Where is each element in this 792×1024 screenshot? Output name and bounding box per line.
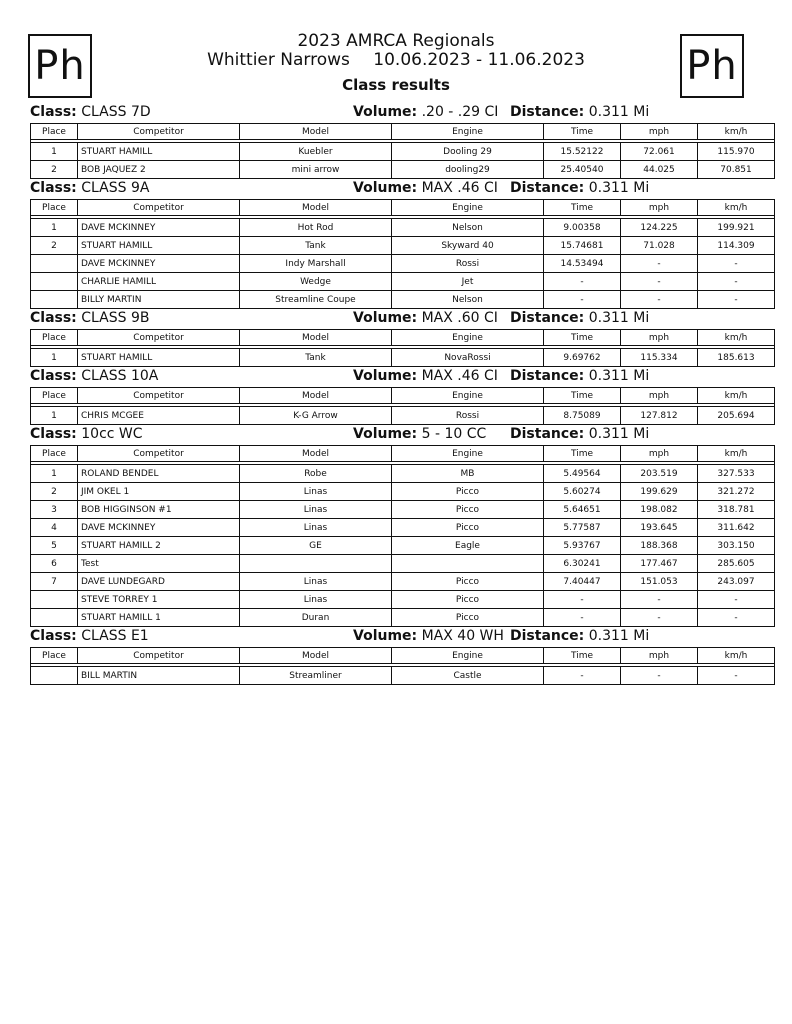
column-header-place: Place bbox=[31, 200, 78, 216]
table-row bbox=[31, 255, 775, 273]
cell-model: mini arrow bbox=[240, 161, 392, 179]
cell-mph: 188.368 bbox=[621, 537, 698, 555]
cell-kmh: 114.309 bbox=[698, 237, 775, 255]
volume-value: 5 - 10 CC bbox=[421, 426, 487, 442]
cell-mph: 199.629 bbox=[621, 483, 698, 501]
cell-mph: - bbox=[621, 291, 698, 309]
cell-competitor: ROLAND BENDEL bbox=[78, 465, 240, 483]
class-label: Class: bbox=[30, 368, 77, 384]
column-header-model: Model bbox=[240, 124, 392, 140]
class-name-field bbox=[30, 628, 149, 644]
cell-place: 1 bbox=[31, 143, 78, 161]
class-header bbox=[28, 627, 748, 647]
column-header-engine: Engine bbox=[392, 388, 544, 404]
distance-label: Distance: bbox=[510, 310, 585, 326]
column-header-time: Time bbox=[544, 388, 621, 404]
class-label: Class: bbox=[30, 426, 77, 442]
cell-model: Streamliner bbox=[240, 667, 392, 685]
class-name-field bbox=[30, 426, 143, 442]
cell-engine: Rossi bbox=[392, 255, 544, 273]
column-header-competitor: Competitor bbox=[78, 124, 240, 140]
cell-engine: Skyward 40 bbox=[392, 237, 544, 255]
cell-mph: 127.812 bbox=[621, 407, 698, 425]
cell-place: 6 bbox=[31, 555, 78, 573]
cell-engine: Picco bbox=[392, 519, 544, 537]
cell-mph: 193.645 bbox=[621, 519, 698, 537]
cell-time: 15.74681 bbox=[544, 237, 621, 255]
cell-competitor: BILLY MARTIN bbox=[78, 291, 240, 309]
column-header-time: Time bbox=[544, 124, 621, 140]
cell-mph: 177.467 bbox=[621, 555, 698, 573]
cell-engine: NovaRossi bbox=[392, 349, 544, 367]
column-header-mph: mph bbox=[621, 648, 698, 664]
column-header-place: Place bbox=[31, 446, 78, 462]
cell-competitor: CHRIS MCGEE bbox=[78, 407, 240, 425]
results-table bbox=[30, 387, 775, 425]
column-header-competitor: Competitor bbox=[78, 330, 240, 346]
table-row bbox=[31, 483, 775, 501]
cell-mph: 203.519 bbox=[621, 465, 698, 483]
cell-mph: 71.028 bbox=[621, 237, 698, 255]
cell-model: Tank bbox=[240, 349, 392, 367]
results-table bbox=[30, 647, 775, 685]
cell-model: Kuebler bbox=[240, 143, 392, 161]
cell-mph: - bbox=[621, 255, 698, 273]
cell-time: 6.30241 bbox=[544, 555, 621, 573]
cell-model: Linas bbox=[240, 483, 392, 501]
volume-label: Volume: bbox=[353, 310, 418, 326]
cell-model: Hot Rod bbox=[240, 219, 392, 237]
table-row bbox=[31, 291, 775, 309]
volume-label: Volume: bbox=[353, 104, 418, 120]
cell-place bbox=[31, 273, 78, 291]
cell-place bbox=[31, 609, 78, 627]
cell-mph: 198.082 bbox=[621, 501, 698, 519]
cell-model: GE bbox=[240, 537, 392, 555]
distance-value: 0.311 Mi bbox=[588, 368, 650, 384]
table-row bbox=[31, 591, 775, 609]
logo-right: Ph bbox=[680, 34, 744, 98]
volume-value: MAX .46 CI bbox=[421, 180, 498, 196]
table-row bbox=[31, 349, 775, 367]
table-row bbox=[31, 555, 775, 573]
cell-engine: Castle bbox=[392, 667, 544, 685]
table-row bbox=[31, 501, 775, 519]
volume-value: MAX .60 CI bbox=[421, 310, 498, 326]
cell-mph: 151.053 bbox=[621, 573, 698, 591]
column-header-mph: mph bbox=[621, 388, 698, 404]
cell-kmh: 311.642 bbox=[698, 519, 775, 537]
cell-engine: Nelson bbox=[392, 291, 544, 309]
table-row bbox=[31, 219, 775, 237]
cell-kmh: 321.272 bbox=[698, 483, 775, 501]
class-results bbox=[28, 103, 755, 685]
column-header-engine: Engine bbox=[392, 200, 544, 216]
column-header-kmh: km/h bbox=[698, 200, 775, 216]
cell-kmh: 70.851 bbox=[698, 161, 775, 179]
event-title: 2023 AMRCA Regionals bbox=[297, 31, 495, 51]
cell-time: 5.77587 bbox=[544, 519, 621, 537]
cell-time: 7.40447 bbox=[544, 573, 621, 591]
distance-value: 0.311 Mi bbox=[588, 426, 650, 442]
volume-label: Volume: bbox=[353, 426, 418, 442]
class-section bbox=[28, 309, 755, 367]
table-header-row bbox=[31, 446, 775, 462]
cell-competitor: STUART HAMILL bbox=[78, 237, 240, 255]
cell-model: Linas bbox=[240, 501, 392, 519]
cell-engine: Picco bbox=[392, 483, 544, 501]
cell-kmh: 205.694 bbox=[698, 407, 775, 425]
column-header-kmh: km/h bbox=[698, 648, 775, 664]
distance-label: Distance: bbox=[510, 104, 585, 120]
volume-field bbox=[353, 104, 498, 120]
cell-engine bbox=[392, 555, 544, 573]
cell-time: 5.60274 bbox=[544, 483, 621, 501]
cell-model bbox=[240, 555, 392, 573]
cell-kmh: 285.605 bbox=[698, 555, 775, 573]
volume-field bbox=[353, 426, 486, 442]
distance-label: Distance: bbox=[510, 180, 585, 196]
cell-engine: Picco bbox=[392, 501, 544, 519]
cell-model: Linas bbox=[240, 591, 392, 609]
cell-model: Linas bbox=[240, 519, 392, 537]
cell-mph: - bbox=[621, 609, 698, 627]
class-header bbox=[28, 179, 748, 199]
table-row bbox=[31, 667, 775, 685]
cell-model: K-G Arrow bbox=[240, 407, 392, 425]
cell-competitor: STUART HAMILL 2 bbox=[78, 537, 240, 555]
cell-model: Wedge bbox=[240, 273, 392, 291]
results-table bbox=[30, 329, 775, 367]
cell-time: 9.69762 bbox=[544, 349, 621, 367]
cell-kmh: 185.613 bbox=[698, 349, 775, 367]
column-header-time: Time bbox=[544, 330, 621, 346]
cell-competitor: BOB HIGGINSON #1 bbox=[78, 501, 240, 519]
cell-competitor: STEVE TORREY 1 bbox=[78, 591, 240, 609]
cell-mph: 124.225 bbox=[621, 219, 698, 237]
cell-competitor: DAVE MCKINNEY bbox=[78, 219, 240, 237]
distance-label: Distance: bbox=[510, 368, 585, 384]
cell-competitor: STUART HAMILL 1 bbox=[78, 609, 240, 627]
cell-kmh: - bbox=[698, 273, 775, 291]
cell-place: 7 bbox=[31, 573, 78, 591]
document-title: Class results bbox=[342, 76, 450, 94]
volume-field bbox=[353, 628, 504, 644]
column-header-time: Time bbox=[544, 200, 621, 216]
class-section bbox=[28, 103, 755, 179]
class-label: Class: bbox=[30, 180, 77, 196]
cell-place bbox=[31, 291, 78, 309]
cell-time: 8.75089 bbox=[544, 407, 621, 425]
cell-mph: 115.334 bbox=[621, 349, 698, 367]
distance-value: 0.311 Mi bbox=[588, 104, 650, 120]
cell-model: Tank bbox=[240, 237, 392, 255]
cell-time: - bbox=[544, 667, 621, 685]
cell-kmh: - bbox=[698, 291, 775, 309]
column-header-engine: Engine bbox=[392, 330, 544, 346]
column-header-engine: Engine bbox=[392, 446, 544, 462]
event-subtitle bbox=[0, 50, 792, 70]
table-row bbox=[31, 465, 775, 483]
cell-place: 1 bbox=[31, 465, 78, 483]
class-section bbox=[28, 179, 755, 309]
table-row bbox=[31, 519, 775, 537]
cell-time: 15.52122 bbox=[544, 143, 621, 161]
cell-competitor: Test bbox=[78, 555, 240, 573]
table-row bbox=[31, 407, 775, 425]
cell-engine: dooling29 bbox=[392, 161, 544, 179]
results-table bbox=[30, 123, 775, 179]
distance-field bbox=[510, 180, 649, 196]
distance-value: 0.311 Mi bbox=[588, 310, 650, 326]
cell-model: Robe bbox=[240, 465, 392, 483]
class-section bbox=[28, 627, 748, 685]
cell-engine: Nelson bbox=[392, 219, 544, 237]
column-header-kmh: km/h bbox=[698, 388, 775, 404]
class-section bbox=[28, 367, 755, 425]
cell-competitor: BOB JAQUEZ 2 bbox=[78, 161, 240, 179]
table-row bbox=[31, 573, 775, 591]
distance-field bbox=[510, 628, 649, 644]
cell-kmh: 327.533 bbox=[698, 465, 775, 483]
class-name: CLASS E1 bbox=[81, 628, 149, 644]
volume-value: .20 - .29 CI bbox=[421, 104, 499, 120]
cell-competitor: STUART HAMILL bbox=[78, 143, 240, 161]
cell-time: 14.53494 bbox=[544, 255, 621, 273]
volume-value: MAX 40 WH bbox=[421, 628, 504, 644]
cell-kmh: 199.921 bbox=[698, 219, 775, 237]
class-label: Class: bbox=[30, 310, 77, 326]
distance-field bbox=[510, 310, 649, 326]
volume-label: Volume: bbox=[353, 180, 418, 196]
cell-place: 5 bbox=[31, 537, 78, 555]
cell-competitor: DAVE MCKINNEY bbox=[78, 519, 240, 537]
event-dates: 10.06.2023 - 11.06.2023 bbox=[373, 50, 585, 70]
cell-engine: Eagle bbox=[392, 537, 544, 555]
distance-field bbox=[510, 104, 649, 120]
column-header-model: Model bbox=[240, 648, 392, 664]
class-name-field bbox=[30, 310, 149, 326]
cell-kmh: 115.970 bbox=[698, 143, 775, 161]
cell-mph: 72.061 bbox=[621, 143, 698, 161]
cell-kmh: - bbox=[698, 255, 775, 273]
class-header bbox=[28, 425, 748, 445]
class-name: CLASS 10A bbox=[81, 368, 159, 384]
column-header-mph: mph bbox=[621, 446, 698, 462]
cell-competitor: BILL MARTIN bbox=[78, 667, 240, 685]
results-table bbox=[30, 199, 775, 309]
volume-field bbox=[353, 310, 498, 326]
cell-place: 2 bbox=[31, 161, 78, 179]
cell-kmh: - bbox=[698, 609, 775, 627]
volume-field bbox=[353, 180, 498, 196]
cell-place bbox=[31, 591, 78, 609]
column-header-kmh: km/h bbox=[698, 330, 775, 346]
cell-engine: MB bbox=[392, 465, 544, 483]
cell-time: - bbox=[544, 273, 621, 291]
cell-place: 1 bbox=[31, 349, 78, 367]
distance-field bbox=[510, 368, 649, 384]
cell-place: 4 bbox=[31, 519, 78, 537]
column-header-model: Model bbox=[240, 388, 392, 404]
column-header-time: Time bbox=[544, 446, 621, 462]
cell-time: - bbox=[544, 591, 621, 609]
column-header-kmh: km/h bbox=[698, 446, 775, 462]
distance-field bbox=[510, 426, 649, 442]
cell-time: 5.64651 bbox=[544, 501, 621, 519]
cell-time: - bbox=[544, 609, 621, 627]
table-header-row bbox=[31, 330, 775, 346]
class-section bbox=[28, 425, 755, 627]
class-name-field bbox=[30, 180, 149, 196]
cell-place: 1 bbox=[31, 219, 78, 237]
cell-engine: Jet bbox=[392, 273, 544, 291]
column-header-model: Model bbox=[240, 330, 392, 346]
results-table bbox=[30, 445, 775, 627]
cell-mph: 44.025 bbox=[621, 161, 698, 179]
cell-competitor: DAVE LUNDEGARD bbox=[78, 573, 240, 591]
cell-engine: Picco bbox=[392, 573, 544, 591]
column-header-model: Model bbox=[240, 446, 392, 462]
column-header-competitor: Competitor bbox=[78, 200, 240, 216]
cell-place: 3 bbox=[31, 501, 78, 519]
class-header bbox=[28, 103, 748, 123]
column-header-place: Place bbox=[31, 388, 78, 404]
cell-model: Duran bbox=[240, 609, 392, 627]
class-name-field bbox=[30, 104, 151, 120]
cell-model: Indy Marshall bbox=[240, 255, 392, 273]
column-header-kmh: km/h bbox=[698, 124, 775, 140]
column-header-time: Time bbox=[544, 648, 621, 664]
distance-label: Distance: bbox=[510, 426, 585, 442]
cell-kmh: 318.781 bbox=[698, 501, 775, 519]
volume-field bbox=[353, 368, 498, 384]
table-row bbox=[31, 273, 775, 291]
column-header-engine: Engine bbox=[392, 124, 544, 140]
cell-engine: Picco bbox=[392, 609, 544, 627]
event-venue: Whittier Narrows bbox=[207, 50, 350, 70]
class-label: Class: bbox=[30, 104, 77, 120]
distance-value: 0.311 Mi bbox=[588, 628, 650, 644]
column-header-competitor: Competitor bbox=[78, 388, 240, 404]
column-header-mph: mph bbox=[621, 200, 698, 216]
volume-value: MAX .46 CI bbox=[421, 368, 498, 384]
class-name-field bbox=[30, 368, 158, 384]
column-header-place: Place bbox=[31, 124, 78, 140]
cell-place: 2 bbox=[31, 483, 78, 501]
class-name: CLASS 9B bbox=[81, 310, 150, 326]
logo-left: Ph bbox=[28, 34, 92, 98]
cell-place bbox=[31, 667, 78, 685]
cell-competitor: JIM OKEL 1 bbox=[78, 483, 240, 501]
column-header-competitor: Competitor bbox=[78, 648, 240, 664]
cell-engine: Rossi bbox=[392, 407, 544, 425]
column-header-mph: mph bbox=[621, 330, 698, 346]
cell-competitor: DAVE MCKINNEY bbox=[78, 255, 240, 273]
cell-mph: - bbox=[621, 273, 698, 291]
cell-engine: Dooling 29 bbox=[392, 143, 544, 161]
class-header bbox=[28, 367, 748, 387]
class-name: CLASS 7D bbox=[81, 104, 151, 120]
cell-time: 5.93767 bbox=[544, 537, 621, 555]
table-row bbox=[31, 237, 775, 255]
cell-engine: Picco bbox=[392, 591, 544, 609]
table-header-row bbox=[31, 648, 775, 664]
cell-place: 1 bbox=[31, 407, 78, 425]
column-header-competitor: Competitor bbox=[78, 446, 240, 462]
column-header-place: Place bbox=[31, 330, 78, 346]
class-label: Class: bbox=[30, 628, 77, 644]
cell-kmh: - bbox=[698, 591, 775, 609]
table-header-row bbox=[31, 200, 775, 216]
class-name: CLASS 9A bbox=[81, 180, 150, 196]
table-row bbox=[31, 161, 775, 179]
table-header-row bbox=[31, 388, 775, 404]
cell-time: 5.49564 bbox=[544, 465, 621, 483]
cell-kmh: 243.097 bbox=[698, 573, 775, 591]
class-name: 10cc WC bbox=[81, 426, 143, 442]
volume-label: Volume: bbox=[353, 628, 418, 644]
cell-model: Linas bbox=[240, 573, 392, 591]
table-row bbox=[31, 537, 775, 555]
cell-place: 2 bbox=[31, 237, 78, 255]
table-header-row bbox=[31, 124, 775, 140]
column-header-engine: Engine bbox=[392, 648, 544, 664]
cell-place bbox=[31, 255, 78, 273]
column-header-mph: mph bbox=[621, 124, 698, 140]
column-header-model: Model bbox=[240, 200, 392, 216]
column-header-place: Place bbox=[31, 648, 78, 664]
cell-kmh: 303.150 bbox=[698, 537, 775, 555]
cell-mph: - bbox=[621, 591, 698, 609]
cell-time: 9.00358 bbox=[544, 219, 621, 237]
cell-model: Streamline Coupe bbox=[240, 291, 392, 309]
cell-mph: - bbox=[621, 667, 698, 685]
volume-label: Volume: bbox=[353, 368, 418, 384]
cell-time: - bbox=[544, 291, 621, 309]
table-row bbox=[31, 609, 775, 627]
distance-label: Distance: bbox=[510, 628, 585, 644]
table-row bbox=[31, 143, 775, 161]
cell-competitor: CHARLIE HAMILL bbox=[78, 273, 240, 291]
cell-kmh: - bbox=[698, 667, 775, 685]
class-header bbox=[28, 309, 748, 329]
cell-competitor: STUART HAMILL bbox=[78, 349, 240, 367]
cell-time: 25.40540 bbox=[544, 161, 621, 179]
distance-value: 0.311 Mi bbox=[588, 180, 650, 196]
